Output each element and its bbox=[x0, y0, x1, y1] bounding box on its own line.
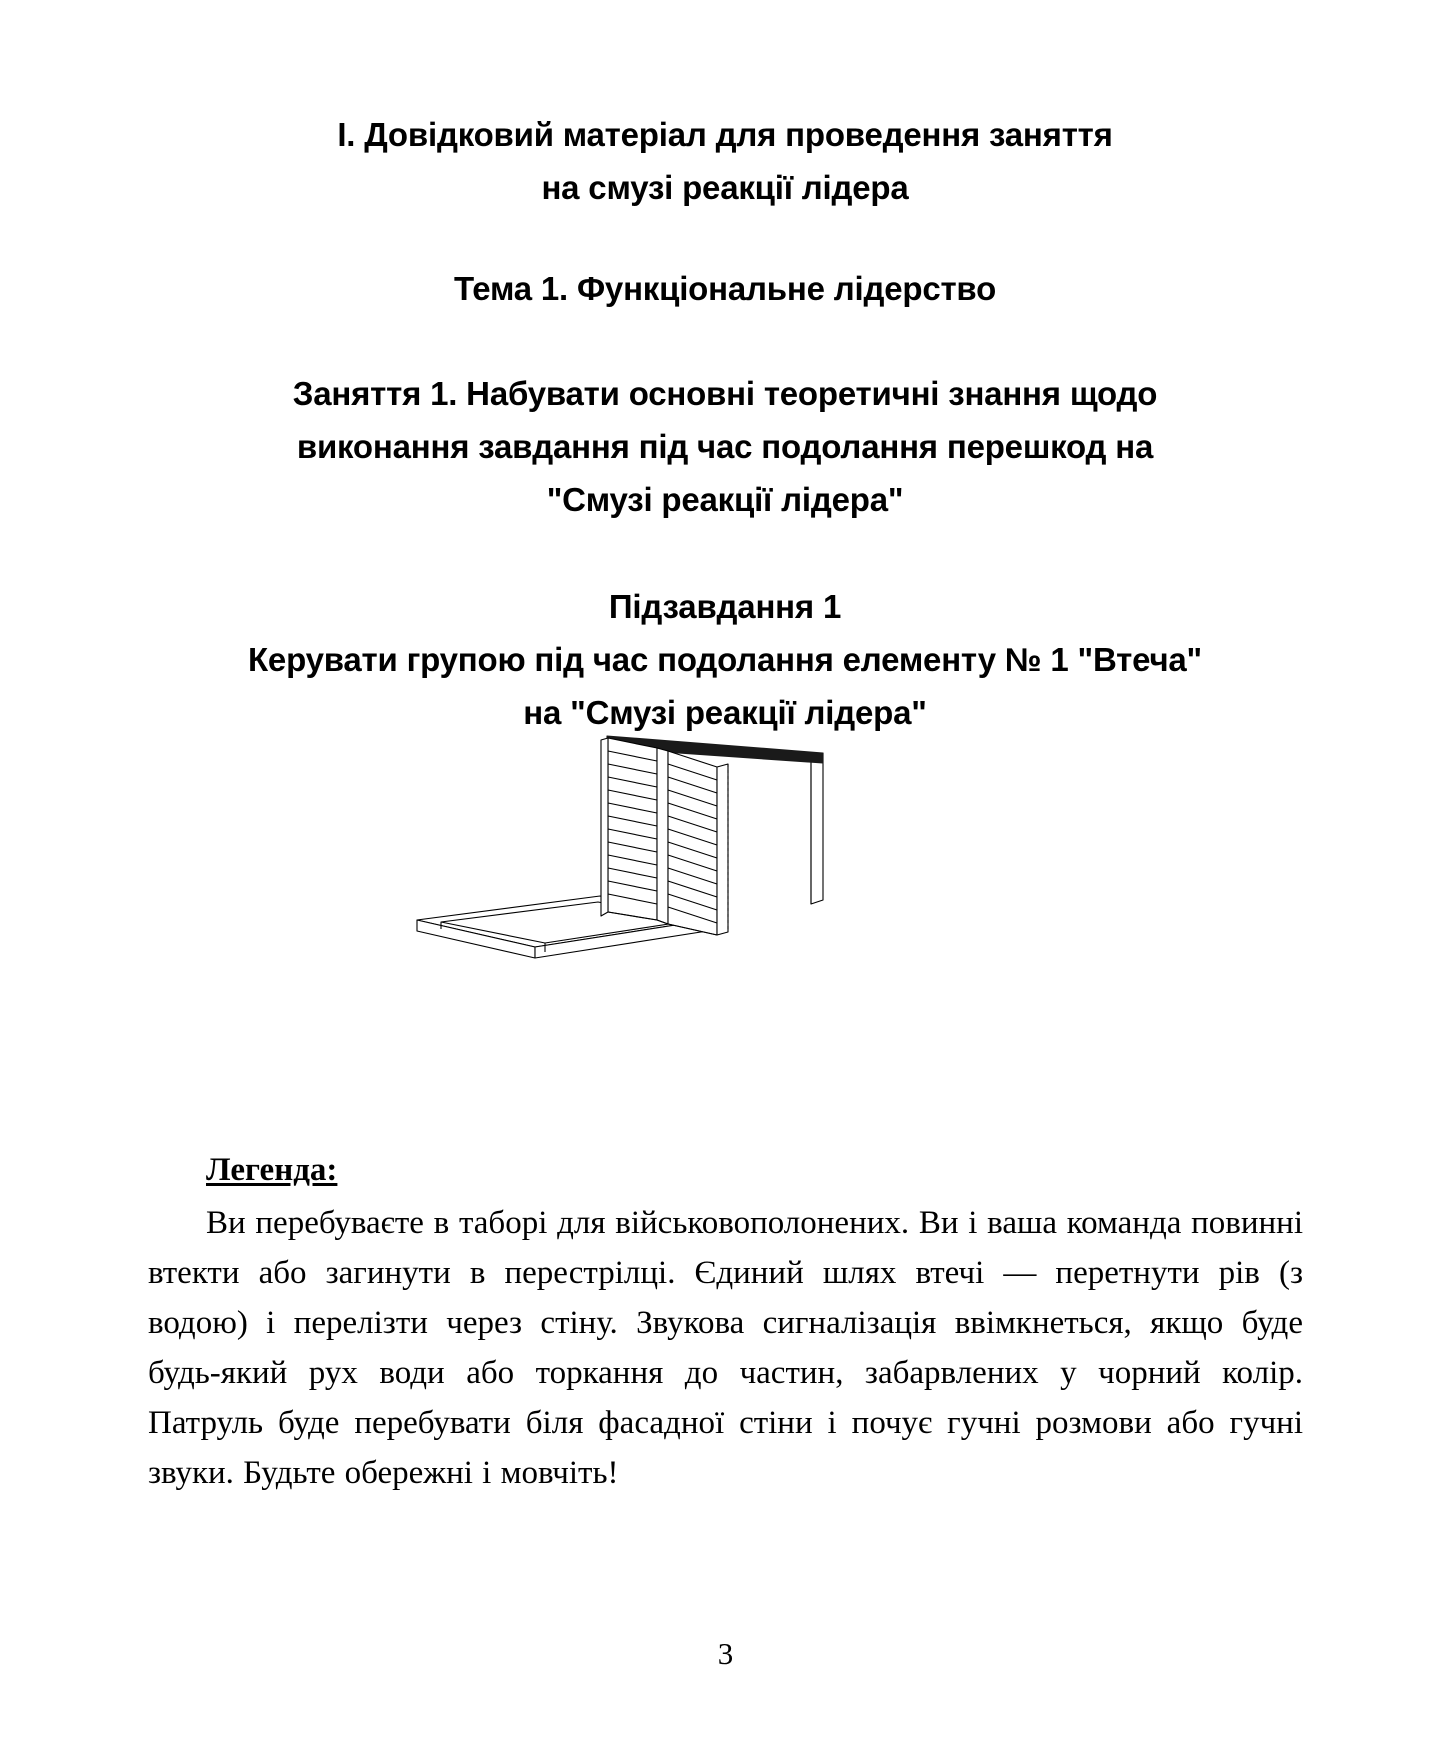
middle-vertical-post bbox=[657, 748, 668, 924]
obstacle-illustration bbox=[395, 720, 865, 980]
obstacle-drawing-svg bbox=[395, 720, 865, 980]
wall-right-edge-post bbox=[717, 764, 728, 935]
lesson-heading-line-2: виконання завдання під час подолання перешкод на bbox=[296, 428, 1154, 465]
topic-heading: Тема 1. Функціональне лідерство bbox=[453, 270, 997, 307]
wall-panel-left bbox=[601, 738, 657, 920]
lesson-heading-line-3: "Смузі реакції лідера" bbox=[546, 481, 904, 518]
document-title-line-1: I. Довідковий матеріал для проведення заняття bbox=[337, 116, 1113, 153]
document-title-line-2: на смузі реакції лідера bbox=[541, 169, 909, 206]
right-vertical-post bbox=[811, 753, 823, 904]
wall-panel-right bbox=[668, 751, 717, 935]
lesson-heading-line-1: Заняття 1. Набувати основні теоретичні знання щодо bbox=[292, 375, 1158, 412]
page-number: 3 bbox=[717, 1636, 734, 1671]
legend-title: Легенда: bbox=[206, 1152, 338, 1188]
subtask-title: Підзавдання 1 bbox=[608, 588, 842, 625]
subtask-line-1: Керувати групою під час подолання елементу № 1 "Втеча" bbox=[247, 641, 1202, 678]
legend-title-row bbox=[148, 1148, 1303, 1192]
spacer-after-title bbox=[140, 214, 1310, 262]
spacer-after-lesson bbox=[140, 526, 1310, 580]
legend-body-text: Ви перебуваєте в таборі для військовополонених. Ви і ваша команда повинні втекти або загинути в перестрілці. Єдиний шлях втечі — перетнути рів (з водою) і перелізти через стіну. Звукова сигналізація ввімкнеться, якщо буде будь-який рух води або торкання до частин, забарвлених у чорний колір. Патруль буде перебувати біля фасадної стіни і почує гучні розмови або гучні звуки. Будьте обережні і мовчіть! bbox=[148, 1205, 1303, 1491]
spacer-after-topic bbox=[140, 315, 1310, 367]
heading-block bbox=[140, 108, 1310, 739]
legend-section bbox=[148, 1148, 1303, 1531]
subtask-line-2: на "Смузі реакції лідера" bbox=[523, 694, 927, 731]
